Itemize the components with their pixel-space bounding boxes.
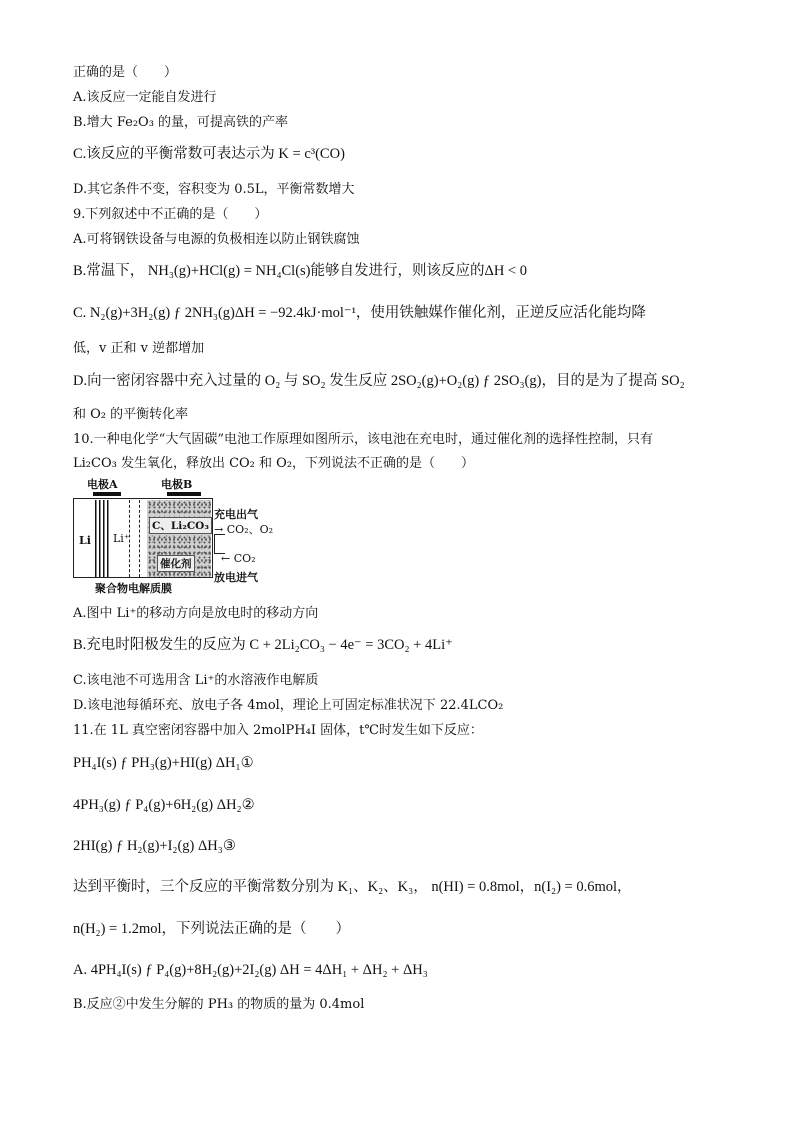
- electrode-a-label: 电极A: [87, 478, 118, 491]
- catalyst-label: 催化剂: [157, 555, 195, 572]
- line-14: A.图中 Li⁺的移动方向是放电时的移动方向: [73, 606, 319, 621]
- charge-out-label: 充电出气: [214, 508, 258, 521]
- line-19: PH₄I(s) ƒ PH₃(g)+HI(g) ΔH₁①: [73, 755, 254, 771]
- line-15: B.充电时阳极发生的反应为 C + 2Li₂CO₃ − 4e⁻ = 3CO₂ + 4Li⁺: [73, 637, 453, 653]
- discharge-gas-label: ← CO₂: [221, 552, 256, 565]
- line-24: A. 4PH₄I(s) ƒ P₄(g)+8H₂(g)+2I₂(g) ΔH = 4ΔH₁ + ΔH₂ + ΔH₃: [73, 962, 428, 978]
- line-5: 9.下列叙述中不正确的是（ ）: [73, 207, 268, 222]
- membrane-label: 聚合物电解质膜: [95, 582, 172, 595]
- line-23: n(H₂) = 1.2mol，下列说法正确的是（ ）: [73, 921, 351, 937]
- electrode-b-bar: [167, 492, 201, 496]
- line-10: D.向一密闭容器中充入过量的 O₂ 与 SO₂ 发生反应 2SO₂(g)+O₂(g) ƒ 2SO₃(g)，目的是为了提高 SO₂: [73, 373, 685, 389]
- cathode-material-label: C、Li₂CO₃: [149, 517, 212, 534]
- bracket: [214, 534, 225, 554]
- line-0: 正确的是（ ）: [73, 65, 178, 80]
- li-label: Li: [79, 534, 91, 547]
- line-20: 4PH₃(g) ƒ P₄(g)+6H₂(g) ΔH₂②: [73, 797, 255, 813]
- membrane-line-2: [139, 500, 140, 577]
- electrode-b-label: 电极B: [161, 478, 193, 491]
- discharge-in-label: 放电进气: [214, 571, 258, 584]
- line-11: 和 O₂ 的平衡转化率: [73, 407, 189, 422]
- line-13: Li₂CO₃ 发生氧化，释放出 CO₂ 和 O₂，下列说法不正确的是（ ）: [73, 456, 475, 471]
- line-3: C.该反应的平衡常数可表达示为 K = c³(CO): [73, 146, 345, 162]
- membrane-line-1: [129, 500, 130, 577]
- battery-diagram: [73, 476, 293, 598]
- anode-plates: [95, 500, 109, 577]
- line-22: 达到平衡时，三个反应的平衡常数分别为 K₁、K₂、K₃， n(HI) = 0.8mol，n(I₂) = 0.6mol，: [73, 879, 632, 895]
- electrode-a-bar: [93, 492, 121, 496]
- line-16: C.该电池不可选用含 Li⁺的水溶液作电解质: [73, 673, 319, 688]
- line-25: B.反应②中发生分解的 PH₃ 的物质的量为 0.4mol: [73, 997, 365, 1012]
- line-17: D.该电池每循环充、放电子各 4mol，理论上可固定标准状况下 22.4LCO₂: [73, 698, 504, 713]
- line-1: A.该反应一定能自发进行: [73, 90, 217, 105]
- li-ion-label: Li⁺: [113, 532, 130, 545]
- line-7: B.常温下， NH₃(g)+HCl(g) = NH₄Cl(s)能够自发进行，则该反应的ΔH < 0: [73, 263, 527, 279]
- line-2: B.增大 Fe₂O₃ 的量，可提高铁的产率: [73, 115, 289, 130]
- line-21: 2HI(g) ƒ H₂(g)+I₂(g) ΔH₃③: [73, 838, 236, 854]
- line-9: 低，v 正和 v 逆都增加: [73, 341, 205, 356]
- line-18: 11.在 1L 真空密闭容器中加入 2molPH₄I 固体，t℃时发生如下反应：: [73, 723, 483, 738]
- line-6: A.可将钢铁设备与电源的负极相连以防止钢铁腐蚀: [73, 232, 360, 247]
- line-8: C. N₂(g)+3H₂(g) ƒ 2NH₃(g)ΔH = −92.4kJ·mol⁻¹，使用铁触媒作催化剂，正逆反应活化能均降: [73, 305, 646, 321]
- charge-gas-label: → CO₂、O₂: [214, 523, 273, 536]
- line-12: 10.一种电化学“大气固碳”电池工作原理如图所示，该电池在充电时，通过催化剂的选择性控制，只有: [73, 432, 653, 447]
- line-4: D.其它条件不变，容积变为 0.5L，平衡常数增大: [73, 182, 355, 197]
